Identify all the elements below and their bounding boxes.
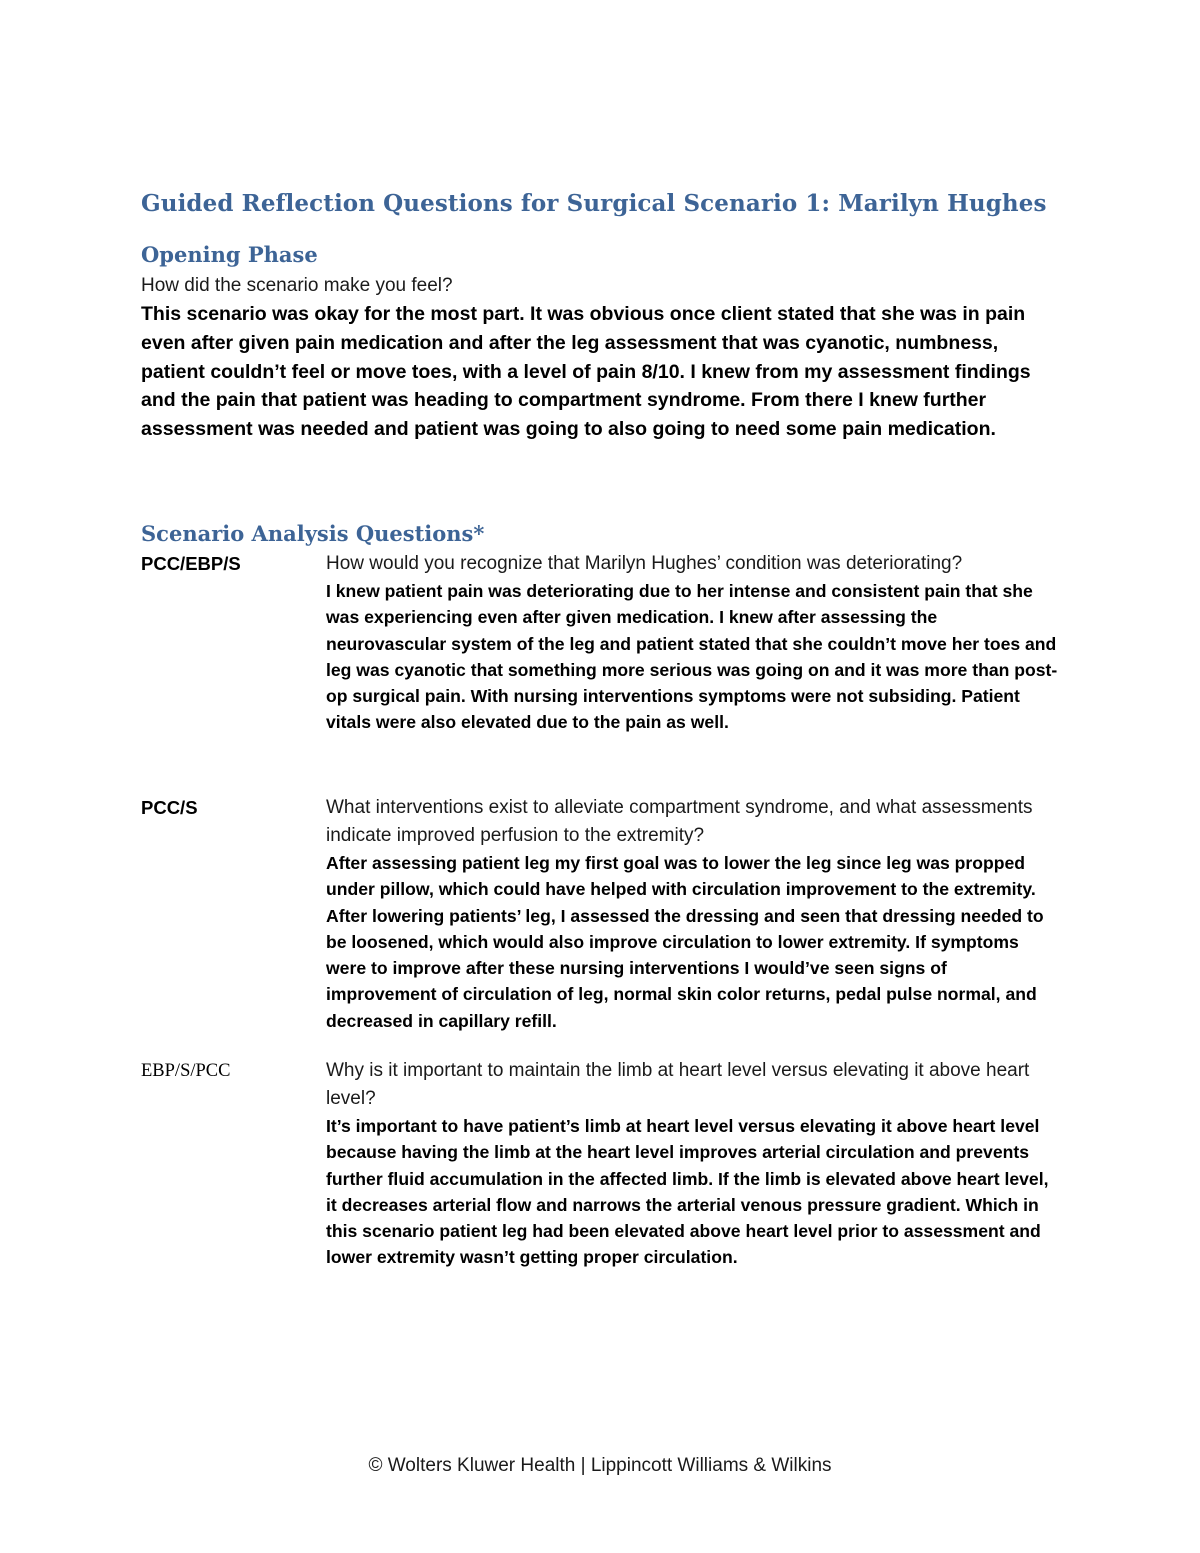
analysis-code: PCC/S — [141, 797, 198, 818]
opening-phase-heading: Opening Phase — [141, 242, 318, 267]
analysis-question: What interventions exist to alleviate compartment syndrome, and what assessments indicate improved perfusion to the extremity? — [326, 797, 1033, 846]
copyright-footer: © Wolters Kluwer Health | Lippincott Williams & Wilkins — [368, 1455, 832, 1476]
opening-answer: This scenario was okay for the most part. It was obvious once client stated that she was in pain even after given pain medication and after the leg assessment that was cyanotic, numbness, patient couldn’t feel or move toes, with a level of pain 8/10. I knew from my assessment findings and the pain that patient was heading to compartment syndrome. From there I knew further assessment was needed and patient was going to also going to need some pain medication. — [141, 303, 1031, 441]
analysis-body — [326, 794, 1061, 1034]
analysis-body — [326, 550, 1061, 736]
opening-question: How did the scenario make you feel? — [141, 275, 453, 296]
analysis-answer: It’s important to have patient’s limb at heart level versus elevating it above heart level because having the limb at the heart level improves arterial circulation and prevents further fluid accumulation in the affected limb. If the limb is elevated above heart level, it decreases arterial flow and narrows the arterial venous pressure gradient. Which in this scenario patient leg had been elevated above heart level prior to assessment and lower extremity wasn’t getting proper circulation. — [326, 1116, 1049, 1268]
scenario-analysis-heading: Scenario Analysis Questions* — [141, 521, 485, 546]
analysis-code: PCC/EBP/S — [141, 553, 241, 574]
analysis-code: EBP/S/PCC — [141, 1061, 231, 1081]
analysis-answer: I knew patient pain was deteriorating due to her intense and consistent pain that she was experiencing even after given medication. I knew after assessing the neurovascular system of the leg and patient stated that she couldn’t move her toes and leg was cyanotic that something more serious was going on and it was more than post-op surgical pain. With nursing interventions symptoms were not subsiding. Patient vitals were also elevated due to the pain as well. — [326, 581, 1058, 733]
opening-phase-block — [141, 272, 1061, 444]
analysis-answer: After assessing patient leg my first goal was to lower the leg since leg was propped under pillow, which could have helped with circulation improvement to the extremity. After lowering patients’ leg, I assessed the dressing and seen that dressing needed to be loosened, which would also improve circulation to lower extremity. If symptoms were to improve after these nursing interventions I would’ve seen signs of improvement of circulation of leg, normal skin color returns, pedal pulse normal, and decreased in capillary refill. — [326, 853, 1044, 1031]
analysis-question: Why is it important to maintain the limb at heart level versus elevating it above heart level? — [326, 1060, 1030, 1109]
document-title: Guided Reflection Questions for Surgical Scenario 1: Marilyn Hughes — [141, 190, 1047, 217]
analysis-body — [326, 1057, 1061, 1271]
analysis-question: How would you recognize that Marilyn Hughes’ condition was deteriorating? — [326, 553, 963, 574]
